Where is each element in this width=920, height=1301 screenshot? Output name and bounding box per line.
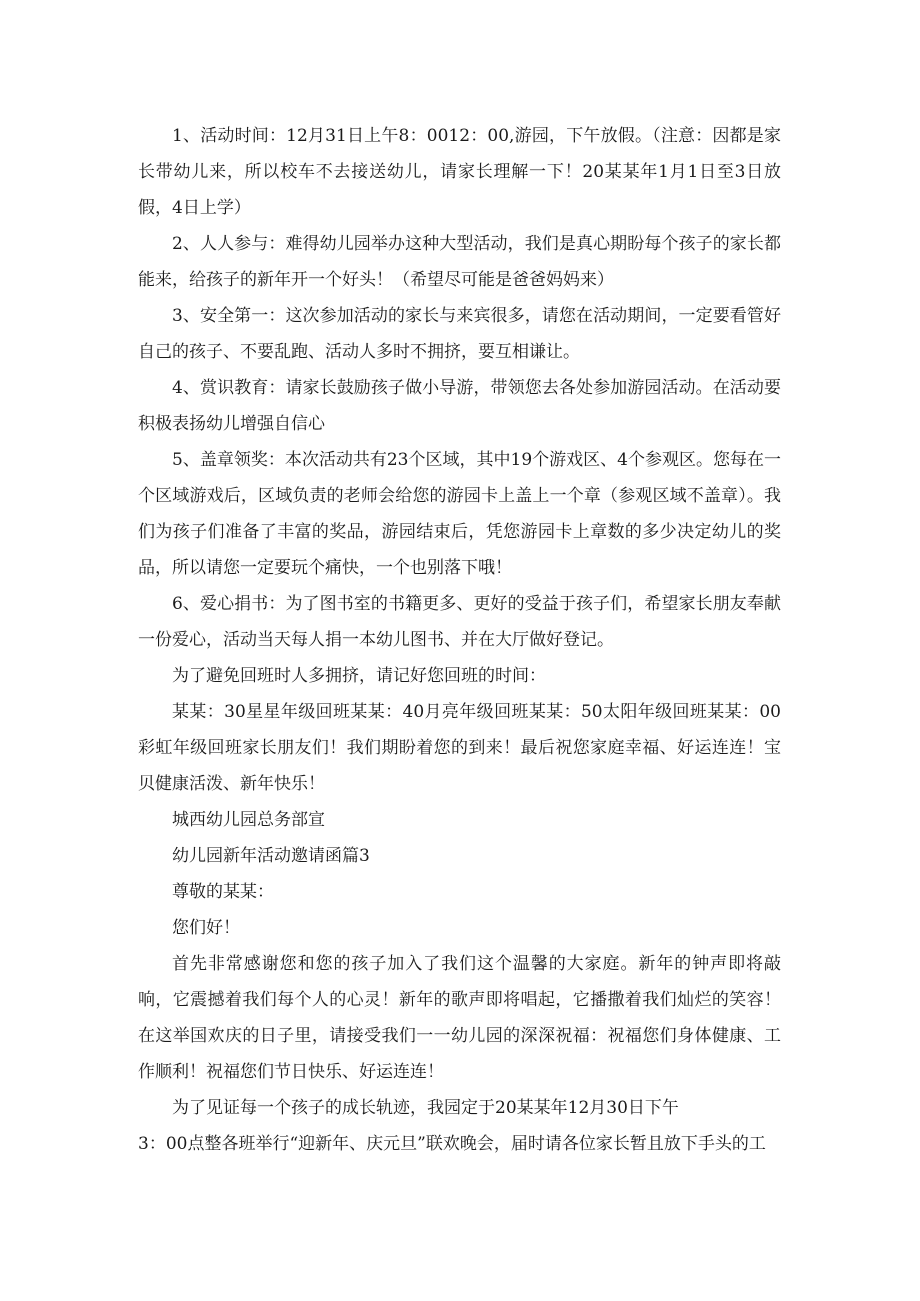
paragraph-activity-time: 1、活动时间：12月31日上午8：0012：00,游园，下午放假。（注意：因都是家长带幼儿来，所以校车不去接送幼儿，请家长理解一下！20某某年1月1日至3日放假，4日上学） xyxy=(138,126,781,218)
paragraph-safety: 3、安全第一：这次参加活动的家长与来宾很多，请您在活动期间，一定要看管好自己的孩子、不要乱跑、活动人多时不拥挤，要互相谦让。 xyxy=(138,306,781,362)
paragraph-stamp-prize: 5、盖章领奖：本次活动共有23个区域，其中19个游戏区、4个参观区。您每在一个区域游戏后，区域负责的老师会给您的游园卡上盖上一个章（参观区域不盖章）。我们为孩子们准备了丰富的奖品，游园结束后，凭您游园卡上章数的多少决定幼儿的奖品，所以请您一定要玩个痛快，一个也别落下哦！ xyxy=(138,450,781,578)
paragraph-salutation: 尊敬的某某： xyxy=(172,882,274,902)
paragraph-return-schedule: 某某：30星星年级回班某某：40月亮年级回班某某：50太阳年级回班某某：00彩虹年级回班家长朋友们！我们期盼着您的到来！最后祝您家庭幸福、好运连连！宝贝健康活泼、新年快乐！ xyxy=(138,702,781,794)
paragraph-greeting: 您们好！ xyxy=(172,918,240,938)
paragraph-party-invitation xyxy=(138,1090,781,1162)
paragraph-thanks: 首先非常感谢您和您的孩子加入了我们这个温馨的大家庭。新年的钟声即将敲响，它震撼着我们每个人的心灵！新年的歌声即将唱起，它播撒着我们灿烂的笑容！在这举国欢庆的日子里，请接受我们一一幼儿园的深深祝福：祝福您们身体健康、工作顺利！祝福您们节日快乐、好运连连！ xyxy=(138,954,781,1082)
paragraph-appreciation: 4、赏识教育：请家长鼓励孩子做小导游，带领您去各处参加游园活动。在活动要积极表扬幼儿增强自信心 xyxy=(138,378,781,434)
paragraph-party-invitation-line-2: 3：00点整各班举行“迎新年、庆元旦”联欢晚会，届时请各位家长暂且放下手头的工 xyxy=(138,1134,766,1154)
paragraph-party-invitation-line-1: 为了见证每一个孩子的成长轨迹，我园定于20某某年12月30日下午 xyxy=(172,1098,679,1118)
paragraph-participation: 2、人人参与：难得幼儿园举办这种大型活动，我们是真心期盼每个孩子的家长都能来，给孩子的新年开一个好头！（希望尽可能是爸爸妈妈来） xyxy=(138,234,781,290)
paragraph-book-donation: 6、爱心捐书：为了图书室的书籍更多、更好的受益于孩子们，希望家长朋友奉献一份爱心，活动当天每人捐一本幼儿图书、并在大厅做好登记。 xyxy=(138,594,781,650)
paragraph-return-time-intro: 为了避免回班时人多拥挤，请记好您回班的时间： xyxy=(172,666,546,686)
paragraph-section-title: 幼儿园新年活动邀请函篇3 xyxy=(172,846,370,866)
paragraph-signature: 城西幼儿园总务部宣 xyxy=(172,810,325,830)
